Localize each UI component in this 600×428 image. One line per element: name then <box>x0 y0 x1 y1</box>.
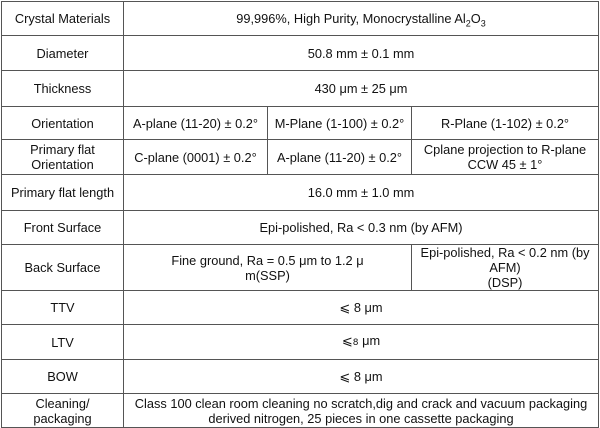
diameter-label: Diameter <box>2 36 124 71</box>
crystal-materials-sub-2: 2 <box>465 18 471 29</box>
back-surface-ssp <box>124 245 412 291</box>
ltv-value-number: 8 <box>352 338 359 348</box>
ttv-value-text: 8 μm <box>350 299 383 315</box>
thickness-value: 430 μm ± 25 μm <box>124 71 599 107</box>
primary-flat-length-value: 16.0 mm ± 1.0 mm <box>124 175 599 211</box>
less-equal-icon: ⩽ <box>341 334 353 349</box>
primary-flat-cplane-projection <box>412 140 599 175</box>
back-surface-ssp-line2: m(SSP) <box>245 267 290 283</box>
orientation-label: Orientation <box>2 107 124 140</box>
cleaning-value-line1: Class 100 clean room cleaning no scratch,dig and crack and vacuum packaging <box>134 395 588 411</box>
bow-label: BOW <box>2 360 124 394</box>
cplane-projection-line2: CCW 45 ± 1° <box>467 157 543 172</box>
crystal-materials-value <box>124 2 599 36</box>
primary-flat-a-plane: A-plane (11-20) ± 0.2° <box>268 140 412 175</box>
cplane-projection-line1: Cplane projection to R-plane <box>423 142 587 157</box>
row-ttv <box>2 291 599 325</box>
row-ltv <box>2 325 599 360</box>
row-thickness <box>2 71 599 107</box>
diameter-value: 50.8 mm ± 0.1 mm <box>124 36 599 71</box>
cleaning-value-line2: derived nitrogen, 25 pieces in one cassette packaging <box>208 410 514 426</box>
crystal-materials-text: 99,996%, High Purity, Monocrystalline Al <box>236 11 466 26</box>
orientation-m-plane: M-Plane (1-100) ± 0.2° <box>268 107 412 140</box>
back-surface-label: Back Surface <box>2 245 124 291</box>
back-surface-dsp <box>412 245 599 291</box>
bow-value-text: 8 μm <box>350 368 383 384</box>
row-back-surface <box>2 245 599 291</box>
less-equal-icon: ⩽ <box>339 300 351 316</box>
primary-flat-c-plane: C-plane (0001) ± 0.2° <box>124 140 268 175</box>
cleaning-label-line2: packaging <box>33 410 92 426</box>
cleaning-packaging-value <box>124 394 599 428</box>
crystal-materials-label: Crystal Materials <box>2 2 124 36</box>
thickness-label: Thickness <box>2 71 124 107</box>
ltv-value-text: μm <box>358 333 381 348</box>
primary-flat-orientation-label-line2: Orientation <box>31 157 94 172</box>
ltv-value <box>124 325 599 360</box>
row-orientation <box>2 107 599 140</box>
primary-flat-orientation-label-line1: Primary flat <box>30 142 95 157</box>
orientation-r-plane: R-Plane (1-102) ± 0.2° <box>412 107 599 140</box>
cleaning-packaging-label <box>2 394 124 428</box>
back-surface-dsp-line1: Epi-polished, Ra < 0.2 nm (by AFM) <box>420 245 590 275</box>
ttv-label: TTV <box>2 291 124 325</box>
wafer-spec-table <box>1 1 599 428</box>
row-crystal-materials <box>2 2 599 36</box>
row-primary-flat-length <box>2 175 599 211</box>
row-cleaning-packaging <box>2 394 599 428</box>
front-surface-value: Epi-polished, Ra < 0.3 nm (by AFM) <box>124 211 599 245</box>
ttv-value <box>124 291 599 325</box>
bow-value <box>124 360 599 394</box>
back-surface-ssp-line1: Fine ground, Ra = 0.5 μm to 1.2 μ <box>171 252 364 268</box>
row-primary-flat-orientation <box>2 140 599 175</box>
front-surface-label: Front Surface <box>2 211 124 245</box>
row-diameter <box>2 36 599 71</box>
cleaning-label-line1: Cleaning/ <box>35 395 90 411</box>
back-surface-dsp-line2: (DSP) <box>487 275 523 290</box>
ltv-label: LTV <box>2 325 124 360</box>
orientation-a-plane: A-plane (11-20) ± 0.2° <box>124 107 268 140</box>
row-bow <box>2 360 599 394</box>
primary-flat-length-label: Primary flat length <box>2 175 124 211</box>
crystal-materials-text-o: O <box>470 11 481 26</box>
crystal-materials-sub-3: 3 <box>480 18 486 29</box>
primary-flat-orientation-label <box>2 140 124 175</box>
less-equal-icon: ⩽ <box>339 369 351 385</box>
row-front-surface <box>2 211 599 245</box>
